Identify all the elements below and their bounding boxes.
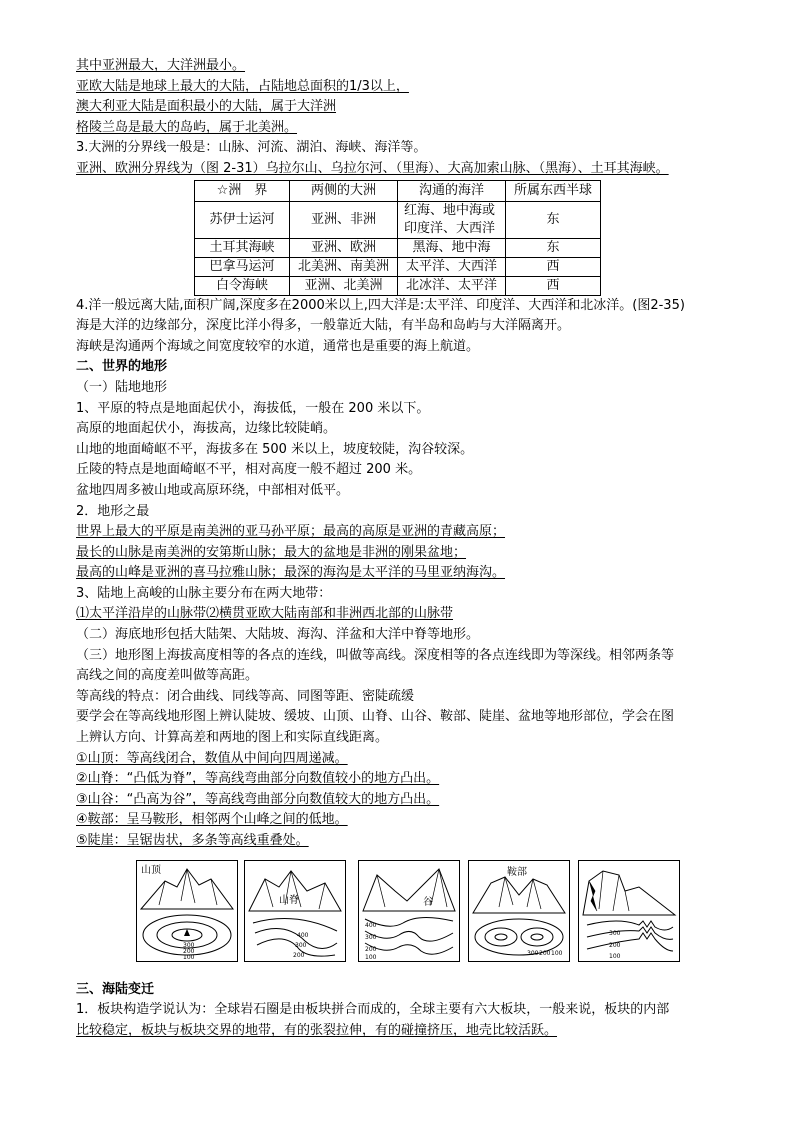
contour-value: 100 [609, 952, 621, 960]
figure-label: 谷 [423, 896, 433, 908]
contour-value: 100 [551, 949, 563, 957]
contour-value: 400 [365, 921, 377, 929]
text-line: （二）海底地形包括大陆架、大陆坡、海沟、洋盆和大洋中脊等地形。 [76, 627, 480, 643]
contour-value: 300 [365, 933, 377, 941]
table-header: ☆洲 界 [195, 180, 290, 201]
figure-ridge [244, 860, 346, 962]
summit-diagram [137, 861, 237, 961]
figure-saddle [468, 860, 570, 962]
text-line: 要学会在等高线地形图上辨认陡坡、缓坡、山顶、山脊、山谷、鞍部、陡崖、盆地等地形部位，学会在图 [76, 709, 675, 725]
contour-value: 100 [365, 953, 377, 961]
text-line: 比较稳定，板块与板块交界的地带，有的张裂拉伸，有的碰撞挤压，地壳比较活跃。 [76, 1022, 558, 1038]
text-line: （三）地形图上海拔高度相等的各点的连线，叫做等高线。深度相等的各点连线即为等深线。相邻两条等 [76, 647, 675, 663]
text-line: 亚欧大陆是地球上最大的大陆，占陆地总面积的1/3以上， [76, 78, 409, 94]
cliff-diagram [579, 861, 679, 961]
text-line: ③山谷：“凸高为谷”，等高线弯曲部分向数值较大的地方凸出。 [76, 791, 440, 807]
contour-value: 400 [297, 931, 309, 939]
text-line: ①山顶：等高线闭合，数值从中间向四周递减。 [76, 750, 348, 766]
table-cell: 东 [506, 201, 601, 238]
text-line: 最高的山峰是亚洲的喜马拉雅山脉；最深的海沟是太平洋的马里亚纳海沟。 [76, 565, 506, 581]
text-line: 丘陵的特点是地面崎岖不平，相对高度一般不超过 200 米。 [76, 462, 422, 478]
table-cell: 太平洋、大西洋 [398, 257, 506, 276]
figure-label: 山脊 [279, 894, 299, 906]
table-cell: 东 [506, 238, 601, 257]
text-line: 世界上最大的平原是南美洲的亚马孙平原；最高的高原是亚洲的青藏高原； [76, 524, 506, 540]
boundary-table [194, 180, 601, 296]
table-cell: 亚洲、非洲 [290, 201, 398, 238]
saddle-diagram [469, 861, 569, 961]
text-line: 亚洲、欧洲分界线为（图 2-31）乌拉尔山、乌拉尔河、（里海）、大高加索山脉、（黑海）、土耳其海峡。 [76, 160, 669, 176]
table-row [195, 257, 601, 276]
table-cell: 苏伊士运河 [195, 201, 290, 238]
table-cell: 黑海、地中海 [398, 238, 506, 257]
text-line: 上辨认方向、计算高差和两地的图上和实际直线距离。 [76, 730, 389, 746]
ridge-diagram [245, 861, 345, 961]
table-row [195, 276, 601, 295]
text-line: 4.洋一般远离大陆,面积广阔,深度多在2000米以上,四大洋是:太平洋、印度洋、大西洋和北冰洋。(图2-35) [76, 297, 685, 313]
section-heading: 三、海陆变迁 [76, 981, 155, 997]
text-line: 盆地四周多被山地或高原环绕，中部相对低平。 [76, 482, 350, 498]
valley-diagram [359, 861, 459, 961]
text-line: 最长的山脉是南美洲的安第斯山脉；最大的盆地是非洲的刚果盆地； [76, 544, 467, 560]
contour-value: 200 [609, 941, 621, 949]
text-line: 格陵兰岛是最大的岛屿，属于北美洲。 [76, 119, 298, 135]
figure-summit [136, 860, 238, 962]
text-line: 3.大洲的分界线一般是：山脉、河流、湖泊、海峡、海洋等。 [76, 140, 427, 156]
table-row [195, 201, 601, 238]
figure-cliff [578, 860, 680, 962]
contour-value: 300 [527, 949, 539, 957]
text-line: 3、陆地上高峻的山脉主要分布在两大地带： [76, 585, 332, 601]
table-header-row [195, 180, 601, 201]
text-line: 澳大利亚大陆是面积最小的大陆，属于大洋洲 [76, 99, 337, 115]
text-line: ④鞍部：呈马鞍形，相邻两个山峰之间的低地。 [76, 812, 348, 828]
table-cell: 巴拿马运河 [195, 257, 290, 276]
text-line: ⑴太平洋沿岸的山脉带⑵横贯亚欧大陆南部和非洲西北部的山脉带 [76, 606, 454, 622]
contour-value: 100 [183, 953, 195, 961]
table-header: 沟通的海洋 [398, 180, 506, 201]
contour-value: 200 [183, 947, 195, 955]
text-block-bottom [76, 980, 718, 1042]
contour-value: 300 [295, 941, 307, 949]
table-cell: 亚洲、欧洲 [290, 238, 398, 257]
text-line: 等高线的特点：闭合曲线、同线等高、同图等距、密陡疏缓 [76, 688, 415, 704]
text-line: （一）陆地地形 [76, 379, 168, 395]
table-cell: 西 [506, 257, 601, 276]
table-cell: 北美洲、南美洲 [290, 257, 398, 276]
table-cell: 白令海峡 [195, 276, 290, 295]
text-line: ②山脊：“凸低为脊”，等高线弯曲部分向数值较小的地方凸出。 [76, 771, 440, 787]
table-row [195, 238, 601, 257]
text-line: 海峡是沟通两个海域之间宽度较窄的水道，通常也是重要的海上航道。 [76, 338, 480, 354]
contour-value: 200 [293, 951, 305, 959]
text-line: 海是大洋的边缘部分，深度比洋小得多，一般靠近大陆，有半岛和岛屿与大洋隔离开。 [76, 318, 571, 334]
text-block-middle [76, 296, 718, 852]
table-cell [398, 201, 506, 238]
table-header: 两侧的大洲 [290, 180, 398, 201]
contour-value: 200 [539, 949, 551, 957]
section-heading: 二、世界的地形 [76, 359, 168, 375]
table-header: 所属东西半球 [506, 180, 601, 201]
table-cell: 亚洲、北美洲 [290, 276, 398, 295]
figure-valley [358, 860, 460, 962]
table-cell-text: 红海、地中海或印度洋、大西洋 [404, 202, 496, 236]
figure-label: 鞍部 [507, 866, 527, 878]
document-page [76, 56, 718, 1041]
contour-figures [76, 860, 718, 970]
table-cell: 北冰洋、太平洋 [398, 276, 506, 295]
figure-label: 山顶 [141, 864, 161, 876]
text-line: 1、平原的特点是地面起伏小，海拔低，一般在 200 米以下。 [76, 400, 430, 416]
text-line: ⑤陡崖：呈锯齿状，多条等高线重叠处。 [76, 833, 309, 848]
text-line: 1．板块构造学说认为：全球岩石圈是由板块拼合而成的，全球主要有六大板块，一般来说，板块的内部 [76, 1002, 670, 1018]
text-line: 2．地形之最 [76, 503, 150, 519]
text-line: 高原的地面起伏小，海拔高，边缘比较陡峭。 [76, 421, 337, 437]
text-block-top [76, 56, 718, 180]
text-line: 高线之间的高度差叫做等高距。 [76, 668, 259, 684]
contour-value: 200 [365, 945, 377, 953]
table-cell: 西 [506, 276, 601, 295]
table-cell: 土耳其海峡 [195, 238, 290, 257]
text-line: 山地的地面崎岖不平，海拔多在 500 米以上，坡度较陡，沟谷较深。 [76, 441, 474, 457]
text-line: 其中亚洲最大，大洋洲最小。 [76, 58, 246, 73]
contour-value: 300 [183, 941, 195, 949]
contour-value: 300 [609, 929, 621, 937]
